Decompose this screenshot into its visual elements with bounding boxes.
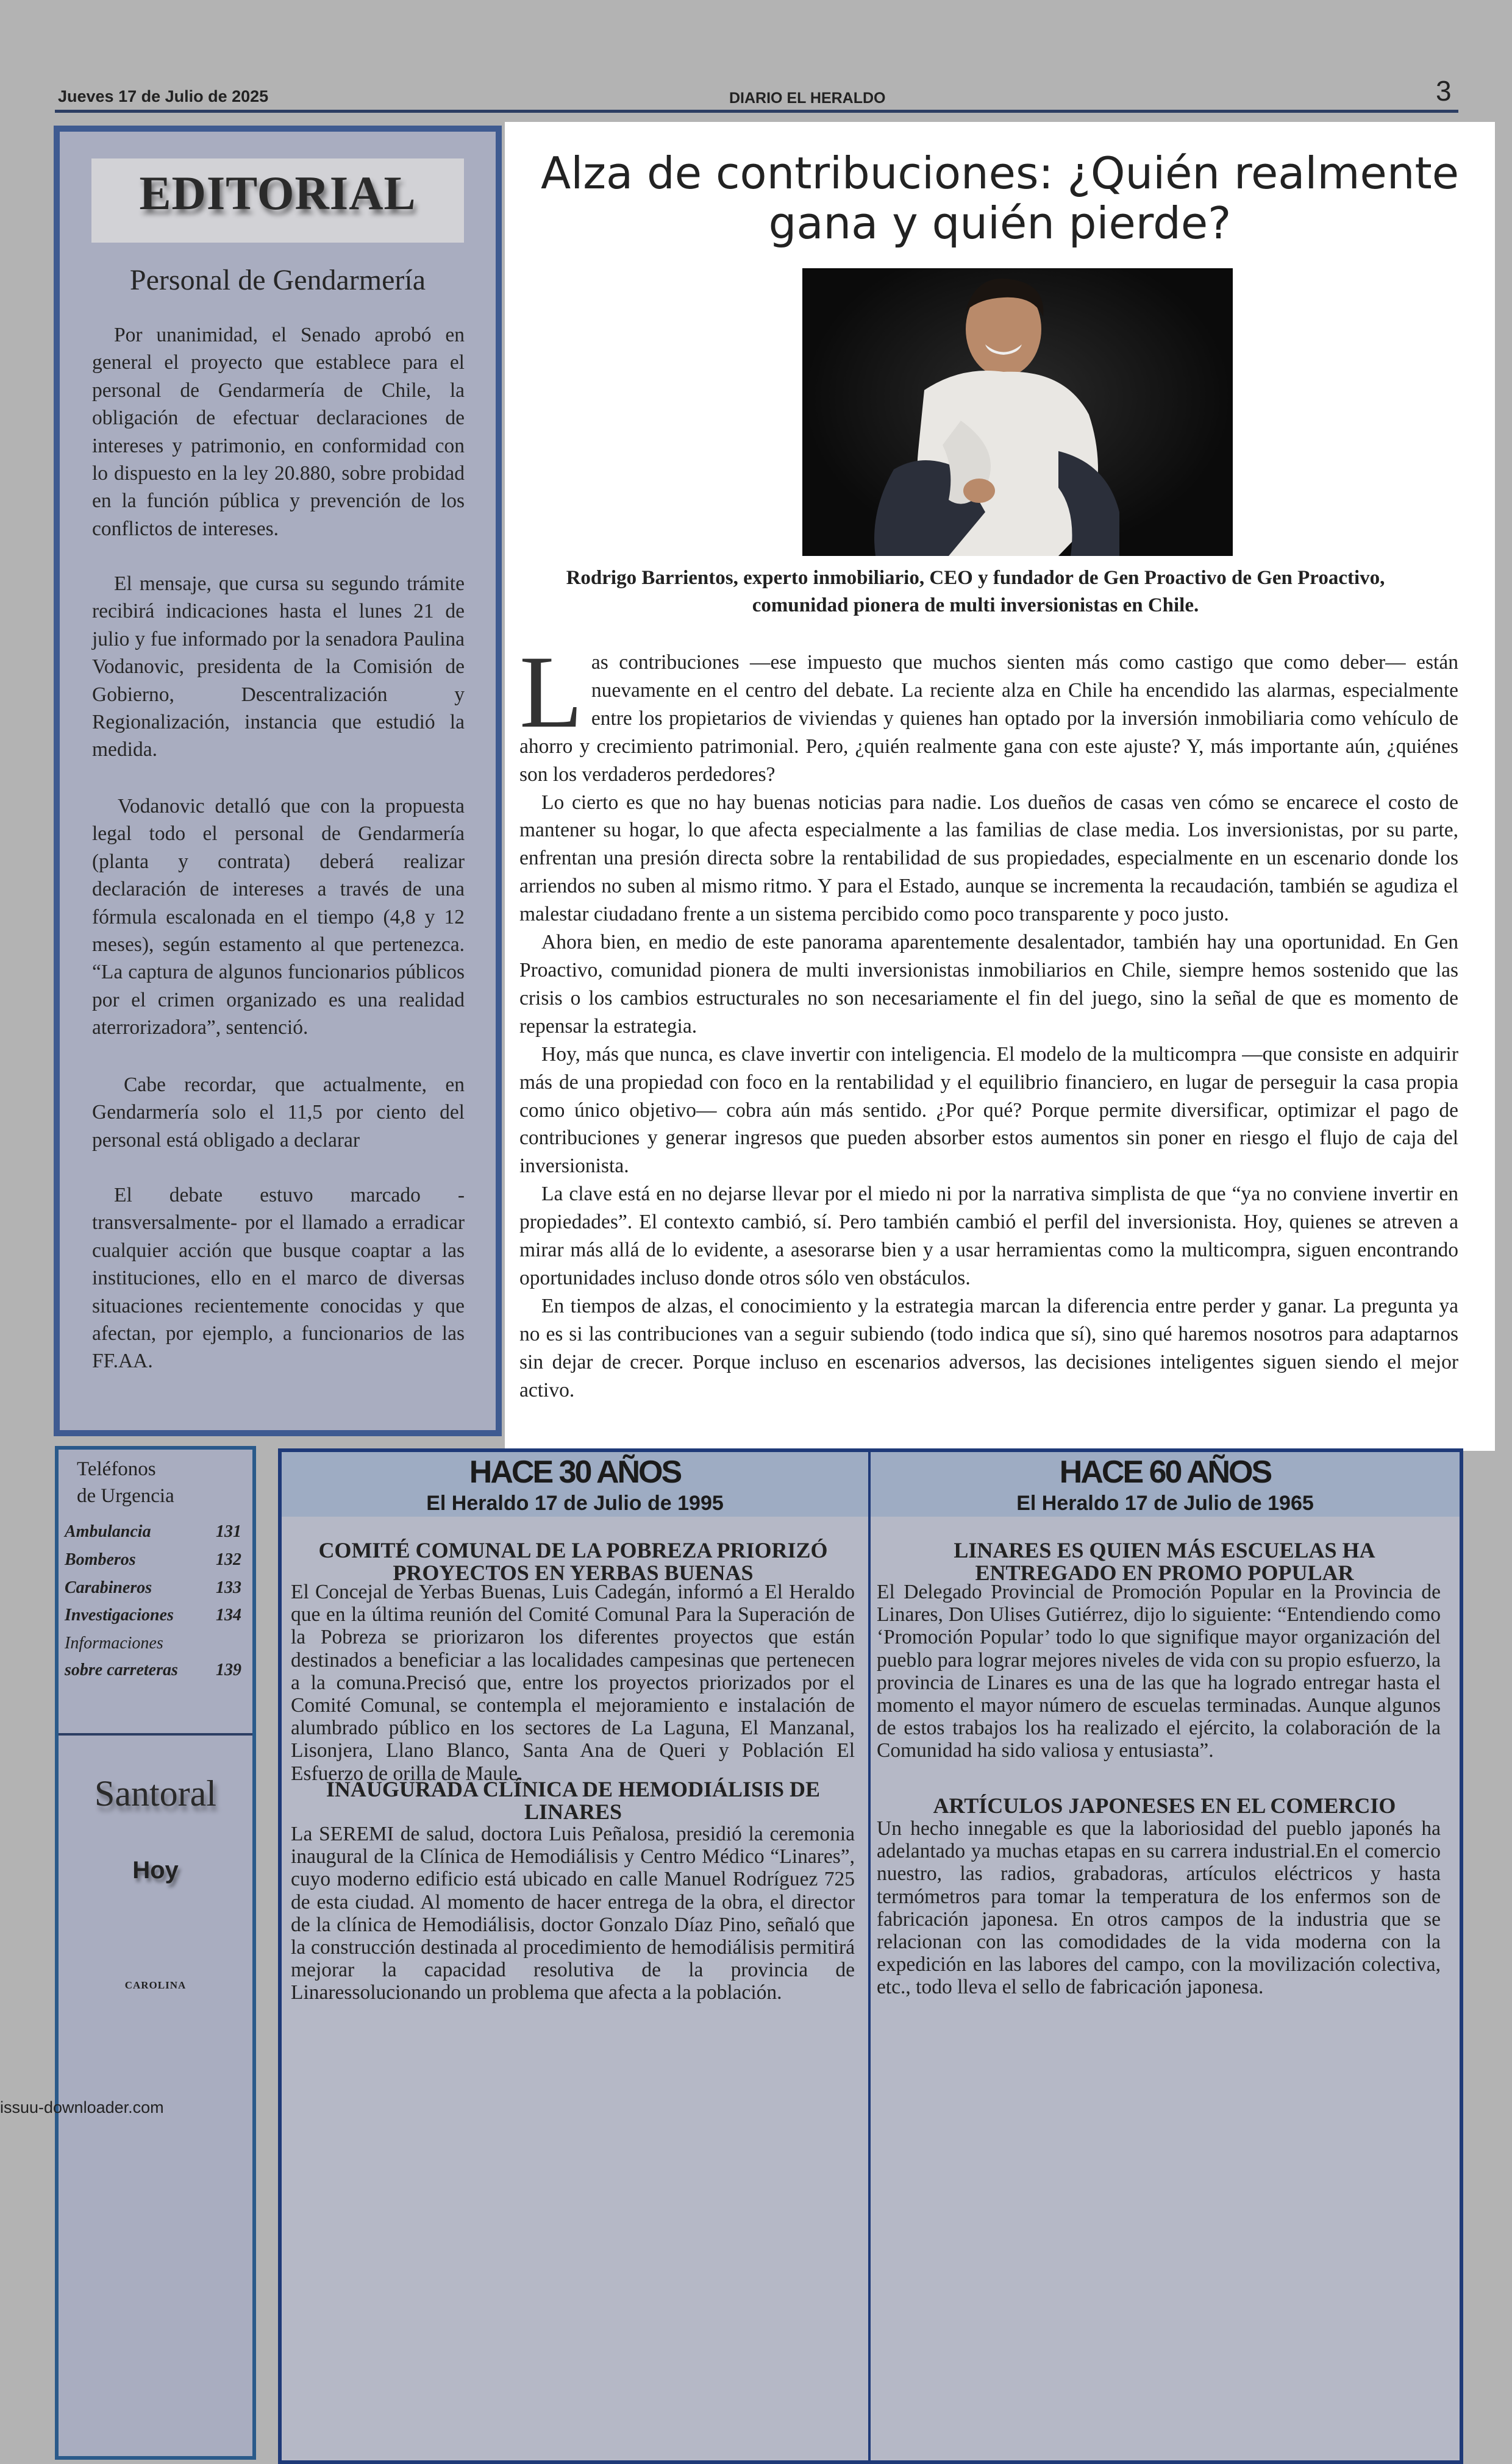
hace30-title: HACE 30 AÑOS: [469, 1455, 681, 1490]
portrait-photo: [802, 268, 1233, 556]
santoral-title: Santoral: [94, 1773, 216, 1814]
hace30-story2-text: La SEREMI de salud, doctora Luis Peñalosa, presidió la ceremonia inaugural de la Clínica de Hemodiálisis y Centro Médico “Linares”, cuyo moderno edificio está ubicado en calle Manuel Rodríguez 725 de esta ciudad. Al momento de hacer entrega de la obra, el director de la clínica de Hemodiálisis, doctor Gonzalo Díaz Pino, señaló que la construcción destinada al procedimiento de hemodiálisis permitirá mejorar la capacidad resolutiva de la provincia de Linaressolucionando un problema que afecta a la población.: [291, 1823, 855, 2004]
article-paragraph: Lo cierto es que no hay buenas noticias para nadie. Los dueños de casas ven cómo se encarece el costo de mantener su hogar, lo que afecta especialmente a las familias de clase media. Los inversionistas, por su parte, enfrentan una presión directa sobre la rentabilidad de sus propiedades, especialmente en un escenario donde los arriendos no suben al mismo ritmo. Y para el Estado, aunque se incrementa la recaudación, también se agudiza el malestar ciudadano frente a un sistema percibido como poco transparente y poco justo.: [519, 791, 1458, 926]
hace60-story2-title: ARTÍCULOS JAPONESES EN EL COMERCIO: [933, 1793, 1396, 1818]
editorial-paragraph: Por unanimidad, el Senado aprobó en general el proyecto que establece para el personal de Gendarmería de Chile, la obligación de efectuar declaraciones de intereses y patrimonio, en conformidad con lo dispuesto en la ley 20.880, sobre probidad en la función pública y prevención de los conflictos de intereses.: [92, 324, 465, 540]
phone-number: 139: [216, 1661, 241, 1679]
phones-title-line2: de Urgencia: [77, 1485, 174, 1507]
phone-label: sobre carreteras: [65, 1661, 178, 1679]
hace30-story1-text: El Concejal de Yerbas Buenas, Luis Cadegán, informó a El Heraldo que en la última reunión del Comité Comunal Para la Superación de la Pobreza se priorizaron los diferentes proyectos que están destinados a beneficiar a las localidades campesinas que pertenecen a la comuna.Precisó que, entre los proyectos priorizados por el Comité Comunal, se contempla el mejoramiento e instalación de alumbrado público en los sectores de La Laguna, El Manzanal, Lisonjera, Llano Blanco, Santa Ana de Queri y Población El Esfuerzo de orilla de Maule.: [291, 1581, 855, 1785]
phone-number: 132: [216, 1550, 241, 1569]
article-paragraph: En tiempos de alzas, el conocimiento y la estrategia marcan la diferencia entre perder y ganar. La pregunta ya no es si las contribuciones van a seguir subiendo (todo indica que sí), sino qué haremos nosotros para adaptarnos sin dejar de crecer. Porque incluso en escenarios adversos, las decisiones inteligentes siguen siendo el mejor activo.: [519, 1294, 1458, 1401]
hace30-story2-title: INAUGURADA CLÍNICA DE HEMODIÁLISIS DE LINARES: [326, 1777, 821, 1824]
phone-info-label: Informaciones: [65, 1634, 163, 1653]
hace60-date: El Heraldo 17 de Julio de 1965: [1016, 1492, 1314, 1515]
phone-row: [65, 1661, 241, 1680]
article-paragraph: [519, 635, 1458, 789]
phone-label: Investigaciones: [65, 1606, 174, 1625]
santoral-today: Hoy: [132, 1857, 179, 1884]
hace60-story2-text: Un hecho innegable es que la laboriosidad del pueblo japonés ha adelantado ya muchas etapas en su carrera industrial.En el comercio nuestro, las radios, grabadoras, artículos eléctricos y hasta termómetros para tomar la temperatura de los enfermos son de fabricación japonesa. En otros campos de la industria que se relacionan con las comodidades de la vida moderna con la expedición en las labores del campo, con la movilización colectiva, etc., todo lleva el sello de fabricación japonesa.: [877, 1817, 1441, 1999]
phone-label: Ambulancia: [65, 1522, 151, 1541]
watermark: issuu-downloader.com: [0, 2098, 164, 2117]
article-paragraph: Hoy, más que nunca, es clave invertir con inteligencia. El modelo de la multicompra —que consiste en adquirir más de una propiedad con foco en la rentabilidad y el equilibrio financiero, en lugar de perseguir la casa propia como único objetivo— cobra aún más sentido. ¿Por qué? Porque permite diversificar, optimizar el pago de contribuciones y generar ingresos que pueden absorber estos aumentos sin poner en riesgo el flujo de caja del inversionista.: [519, 1042, 1458, 1178]
newspaper-name: DIARIO EL HERALDO: [729, 90, 886, 107]
editorial-paragraph: El mensaje, que cursa su segundo trámite recibirá indicaciones hasta el lunes 21 de julio y fue informado por la senadora Paulina Vodanovic, presidenta de la Comisión de Gobierno, Descentralización y Regionalización, instancia que estudió la medida.: [92, 572, 465, 761]
phone-number: 134: [216, 1606, 241, 1625]
editorial-paragraph: El debate estuvo marcado -transversalmente- por el llamado a erradicar cualquier acción que busque coaptar a las instituciones, ello en el marco de diversas situaciones recientemente conocidas y que afectan, por ejemplo, a funcionarios de las FF.AA.: [92, 1184, 465, 1373]
article-lead-text: as contribuciones —ese impuesto que muchos sienten más como castigo que como deber— están nuevamente en el centro del debate. La reciente alza en Chile ha encendido las alarmas, especialmente entre los propietarios de viviendas y quienes han optado por la inversión inmobiliaria como vehículo de ahorro y crecimiento patrimonial. Pero, ¿quién realmente gana con este ajuste? Y, más importante aún, ¿quiénes son los verdaderos perdedores?: [519, 651, 1458, 786]
issue-date: Jueves 17 de Julio de 2025: [58, 87, 269, 105]
drop-cap: L: [519, 635, 583, 749]
sidebar-divider: [59, 1733, 252, 1736]
page-number: 3: [1436, 75, 1452, 107]
portrait-illustration: [802, 268, 1233, 556]
phone-number: 133: [216, 1578, 241, 1597]
saint-name: CAROLINA: [124, 1979, 187, 1991]
phone-row: [65, 1522, 241, 1542]
article-body: [519, 635, 1458, 1404]
hace60-story1-title: LINARES ES QUIEN MÁS ESCUELAS HA ENTREGADO EN PROMO POPULAR: [954, 1538, 1375, 1585]
hace30-date: El Heraldo 17 de Julio de 1995: [426, 1492, 724, 1515]
hace60-story1-text: El Delegado Provincial de Promoción Popular en la Provincia de Linares, Don Ulises Gutiérrez, dijo lo siguiente: “Entendiendo como ‘Promoción Popular’ todo lo que signifique mayor organización del pueblo para lograr mejores niveles de vida con su propio esfuerzo, la provincia de Linares es una de las que ha logrado entregar hasta el momento el mayor número de escuelas terminadas. Aunque algunos de estos trabajos los ha realizado el ejército, la colaboración de la Comunidad ha sido valiosa y entusiasta”.: [877, 1581, 1441, 1762]
header-rule: [55, 110, 1458, 113]
article-headline: Alza de contribuciones: ¿Quién realmente gana y quién pierde?: [541, 148, 1459, 249]
article-paragraph: Ahora bien, en medio de este panorama aparentemente desalentador, también hay una oportunidad. En Gen Proactivo, comunidad pionera de multi inversionistas inmobiliarios en Chile, siempre hemos sostenido que las crisis o los cambios estructurales no son necesariamente el fin del juego, sino la señal de que es momento de repensar la estrategia.: [519, 931, 1458, 1038]
phone-row: [65, 1550, 241, 1570]
phone-number: 131: [216, 1522, 241, 1541]
editorial-label: EDITORIAL: [139, 166, 416, 219]
editorial-paragraph: Vodanovic detalló que con la propuesta legal todo el personal de Gendarmería (planta y contrata) deberá realizar declaración de intereses a través de una fórmula escalonada en el tiempo (4,8 y 12 meses), según estamento al que pertenezca. “La captura de algunos funcionarios públicos por el crimen organizado es una realidad aterrorizadora”, sentenció.: [92, 795, 465, 1039]
phone-row: [65, 1578, 241, 1598]
phones-title: Teléfonos: [77, 1458, 156, 1480]
editorial-paragraph: Cabe recordar, que actualmente, en Gendarmería solo el 11,5 por ciento del personal está obligado a declarar: [92, 1074, 465, 1152]
article-paragraph: La clave está en no dejarse llevar por el miedo ni por la narrativa simplista de que “ya no conviene invertir en propiedades”. El contexto cambió, sí. Pero también cambió el perfil del inversionista. Hoy, quienes se atreven a mirar más allá de lo evidente, a asesorarse bien y a usar herramientas como la multicompra, siguen encontrando oportunidades incluso donde otros sólo ven obstáculos.: [519, 1183, 1458, 1289]
hace60-title: HACE 60 AÑOS: [1059, 1455, 1271, 1490]
phone-label: Bomberos: [65, 1550, 136, 1569]
hace30-story1-title: COMITÉ COMUNAL DE LA POBREZA PRIORIZÓ PROYECTOS EN YERBAS BUENAS: [318, 1538, 828, 1585]
phone-row: [65, 1606, 241, 1625]
photo-caption: Rodrigo Barrientos, experto inmobiliario, CEO y fundador de Gen Proactivo de Gen Proactivo, comunidad pionera de multi inversionistas en Chile.: [566, 567, 1385, 616]
editorial-subtitle: Personal de Gendarmería: [129, 264, 426, 296]
phone-label: Carabineros: [65, 1578, 152, 1597]
sidebar-box: [55, 1446, 256, 2460]
history-divider: [868, 1451, 871, 2462]
